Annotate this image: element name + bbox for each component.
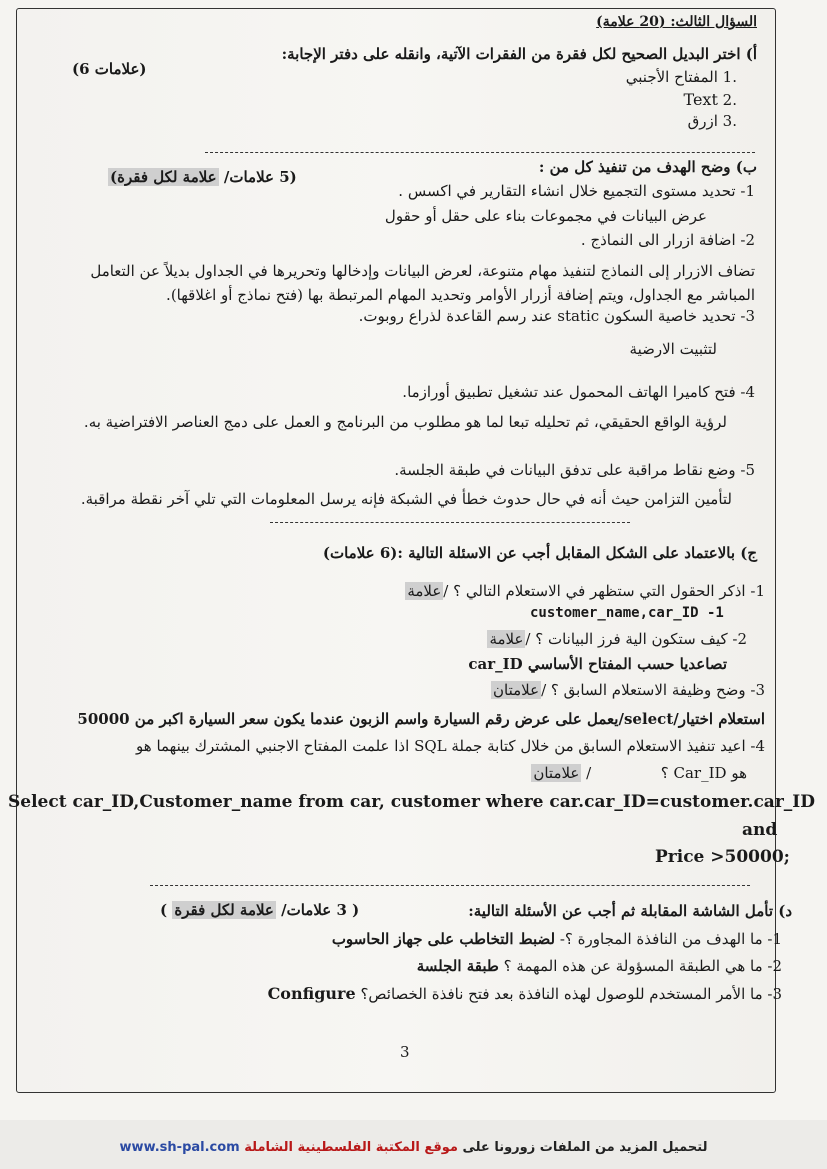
footer-site-link[interactable]: www.sh-pal.com	[119, 1140, 240, 1155]
part-c-q3: 3- وضح وظيفة الاستعلام السابق ؟ /علامتان	[493, 681, 765, 699]
part-a-marks: (6 علامات)	[72, 60, 147, 78]
part-b-a1: عرض البيانات في مجموعات بناء على حقل أو حقول	[384, 207, 707, 225]
part-c-prompt: ج) بالاعتماد على الشكل المقابل أجب عن الاسئلة التالية :(6 علامات)	[322, 544, 757, 562]
part-a-prompt: أ) اختر البديل الصحيح لكل فقرة من الفقرات الآتية، وانقله على دفتر الإجابة:	[281, 45, 757, 63]
part-d-q2: 2- ما هي الطبقة المسؤولة عن هذه المهمة ؟ طبقة الجلسة	[416, 957, 782, 975]
footer-prefix: لتحميل المزيد من الملفات زورونا على	[462, 1140, 708, 1155]
part-c-a2: تصاعديا حسب المفتاح الأساسي car_ID	[468, 655, 727, 673]
part-b-prompt: ب) وضح الهدف من تنفيذ كل من :	[538, 158, 757, 176]
part-c-q4: 4- اعيد تنفيذ الاستعلام السابق من خلال كتابة جملة SQL اذا علمت المفتاح الاجنبي المشترك بينهما هو	[136, 737, 765, 755]
part-d-marks: ( 3 علامات/ علامة لكل فقرة )	[160, 901, 360, 919]
divider	[150, 885, 750, 886]
part-b-q1: 1- تحديد مستوى التجميع خلال انشاء التقارير في اكسس .	[398, 182, 755, 200]
part-a-answer-1: .1 المفتاح الأجنبي	[625, 68, 737, 86]
part-b-a5: لتأمين التزامن حيث أنه في حال حدوث خطأ في الشبكة فإنه يرسل المعلومات التي تلي آخر نقطة مراقبة.	[80, 490, 732, 508]
part-d-q3: 3- ما الأمر المستخدم للوصول لهذه النافذة بعد فتح نافذة الخصائص؟ Configure	[267, 984, 782, 1003]
part-b-a2-line1: تضاف الازرار إلى النماذج لتنفيذ مهام متنوعة، لعرض البيانات وإدخالها وتحريرها في الجداول بديلاً عن التعامل	[90, 262, 755, 280]
section-title: السؤال الثالث: (20 علامة)	[596, 14, 757, 30]
page-number: 3	[400, 1043, 410, 1061]
part-b-marks: (5 علامات/ علامة لكل فقرة)	[110, 168, 297, 186]
part-b-q5: 5- وضع نقاط مراقبة على تدفق البيانات في طبقة الجلسة.	[394, 461, 755, 479]
part-b-a4: لرؤية الواقع الحقيقي، ثم تحليله تبعا لما هو مطلوب من البرنامج و العمل على دمج العناصر الافتراضية به.	[83, 413, 727, 431]
part-c-sql-line2: and	[742, 820, 778, 840]
part-b-q2: 2- اضافة ازرار الى النماذج .	[580, 231, 755, 249]
part-d-q1: 1- ما الهدف من النافذة المجاورة ؟- لضبط التخاطب على جهاز الحاسوب	[331, 930, 782, 948]
part-d-prompt: د) تأمل الشاشة المقابلة ثم أجب عن الأسئلة التالية:	[468, 902, 792, 920]
part-c-q1: 1- اذكر الحقول التي ستظهر في الاستعلام التالي ؟ /علامة	[407, 582, 765, 600]
part-c-sql-line1: Select car_ID,Customer_name from car, customer where car.car_ID=customer.car_ID	[8, 792, 815, 812]
divider	[205, 152, 755, 153]
part-b-a3: لتثبيت الارضية	[629, 340, 717, 358]
part-b-a2-line2: المباشر مع الجداول، ويتم إضافة أزرار الأوامر وتحديد المهام المرتبطة بها (فتح نماذج أو اغلاقها).	[166, 286, 755, 304]
part-b-q3: 3- تحديد خاصية السكون static عند رسم القاعدة لذراع روبوت.	[358, 307, 755, 325]
part-c-sql-line3: Price >50000;	[655, 847, 790, 867]
part-a-answer-3: .3 ازرق	[687, 112, 737, 130]
footer-library-link[interactable]: موقع المكتبة الفلسطينية الشاملة	[244, 1140, 458, 1155]
part-c-q2: 2- كيف ستكون الية فرز البيانات ؟ /علامة	[489, 630, 747, 648]
part-c-a3: استعلام اختيار/select/يعمل على عرض رقم السيارة واسم الزبون عندما يكون سعر السيارة اكبر من 50000	[77, 710, 765, 728]
footer-banner	[0, 1140, 827, 1155]
part-c-a1: customer_name,car_ID -1	[530, 605, 724, 621]
divider	[270, 522, 630, 523]
part-b-q4: 4- فتح كاميرا الهاتف المحمول عند تشغيل تطبيق أورازما.	[402, 383, 755, 401]
part-c-q4-tail: هو Car_ID ؟ / علامتان	[533, 764, 747, 782]
part-a-answer-2: .2 Text	[683, 90, 737, 109]
